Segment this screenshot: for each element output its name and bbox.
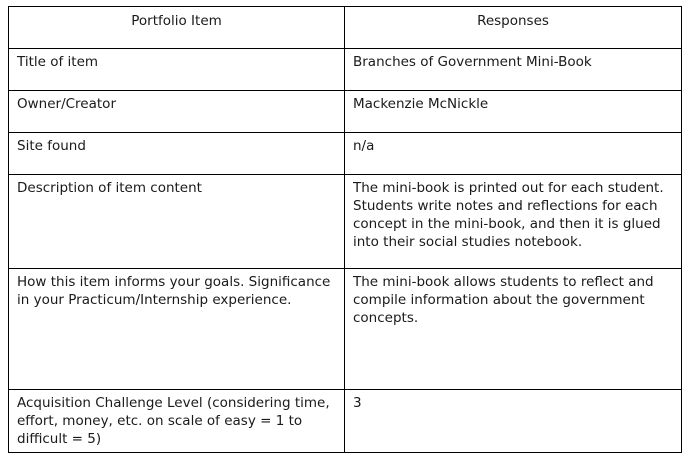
row-value-site <box>345 133 682 175</box>
table-row <box>9 269 682 390</box>
portfolio-table <box>8 6 682 453</box>
table-row <box>9 133 682 175</box>
table-row <box>9 49 682 91</box>
row-value-text: n/a <box>353 138 375 154</box>
row-value-text: 3 <box>353 395 362 411</box>
row-value-owner <box>345 91 682 133</box>
table-row <box>9 91 682 133</box>
row-label-owner <box>9 91 345 133</box>
row-value-description <box>345 175 682 269</box>
row-value-challenge-level <box>345 390 682 453</box>
row-value-text: Branches of Government Mini-Book <box>353 54 592 70</box>
row-label-title <box>9 49 345 91</box>
row-label-text: Owner/Creator <box>17 96 116 112</box>
header-portfolio-item: Portfolio Item <box>9 7 345 49</box>
row-label-challenge-level <box>9 390 345 453</box>
row-label-text: How this item informs your goals. Significance in your Practicum/Internship experience. <box>17 274 331 308</box>
row-value-text: Mackenzie McNickle <box>353 96 489 112</box>
table-header-row <box>9 7 682 49</box>
header-responses: Responses <box>345 7 682 49</box>
row-value-title <box>345 49 682 91</box>
row-value-text: The mini-book allows students to reflect and compile information about the government concepts. <box>353 274 654 326</box>
row-label-description <box>9 175 345 269</box>
row-label-text: Description of item content <box>17 180 202 196</box>
row-label-text: Title of item <box>17 54 99 70</box>
row-label-goals <box>9 269 345 390</box>
row-label-text: Site found <box>17 138 86 154</box>
table-row <box>9 175 682 269</box>
row-label-text: Acquisition Challenge Level (considering time, effort, money, etc. on scale of easy = 1 to difficult = 5) <box>17 395 330 447</box>
table-row <box>9 390 682 453</box>
row-value-text: The mini-book is printed out for each student. Students write notes and reflections for each concept in the mini-book, and then it is glued into their social studies notebook. <box>353 180 664 250</box>
row-value-goals <box>345 269 682 390</box>
row-label-site <box>9 133 345 175</box>
